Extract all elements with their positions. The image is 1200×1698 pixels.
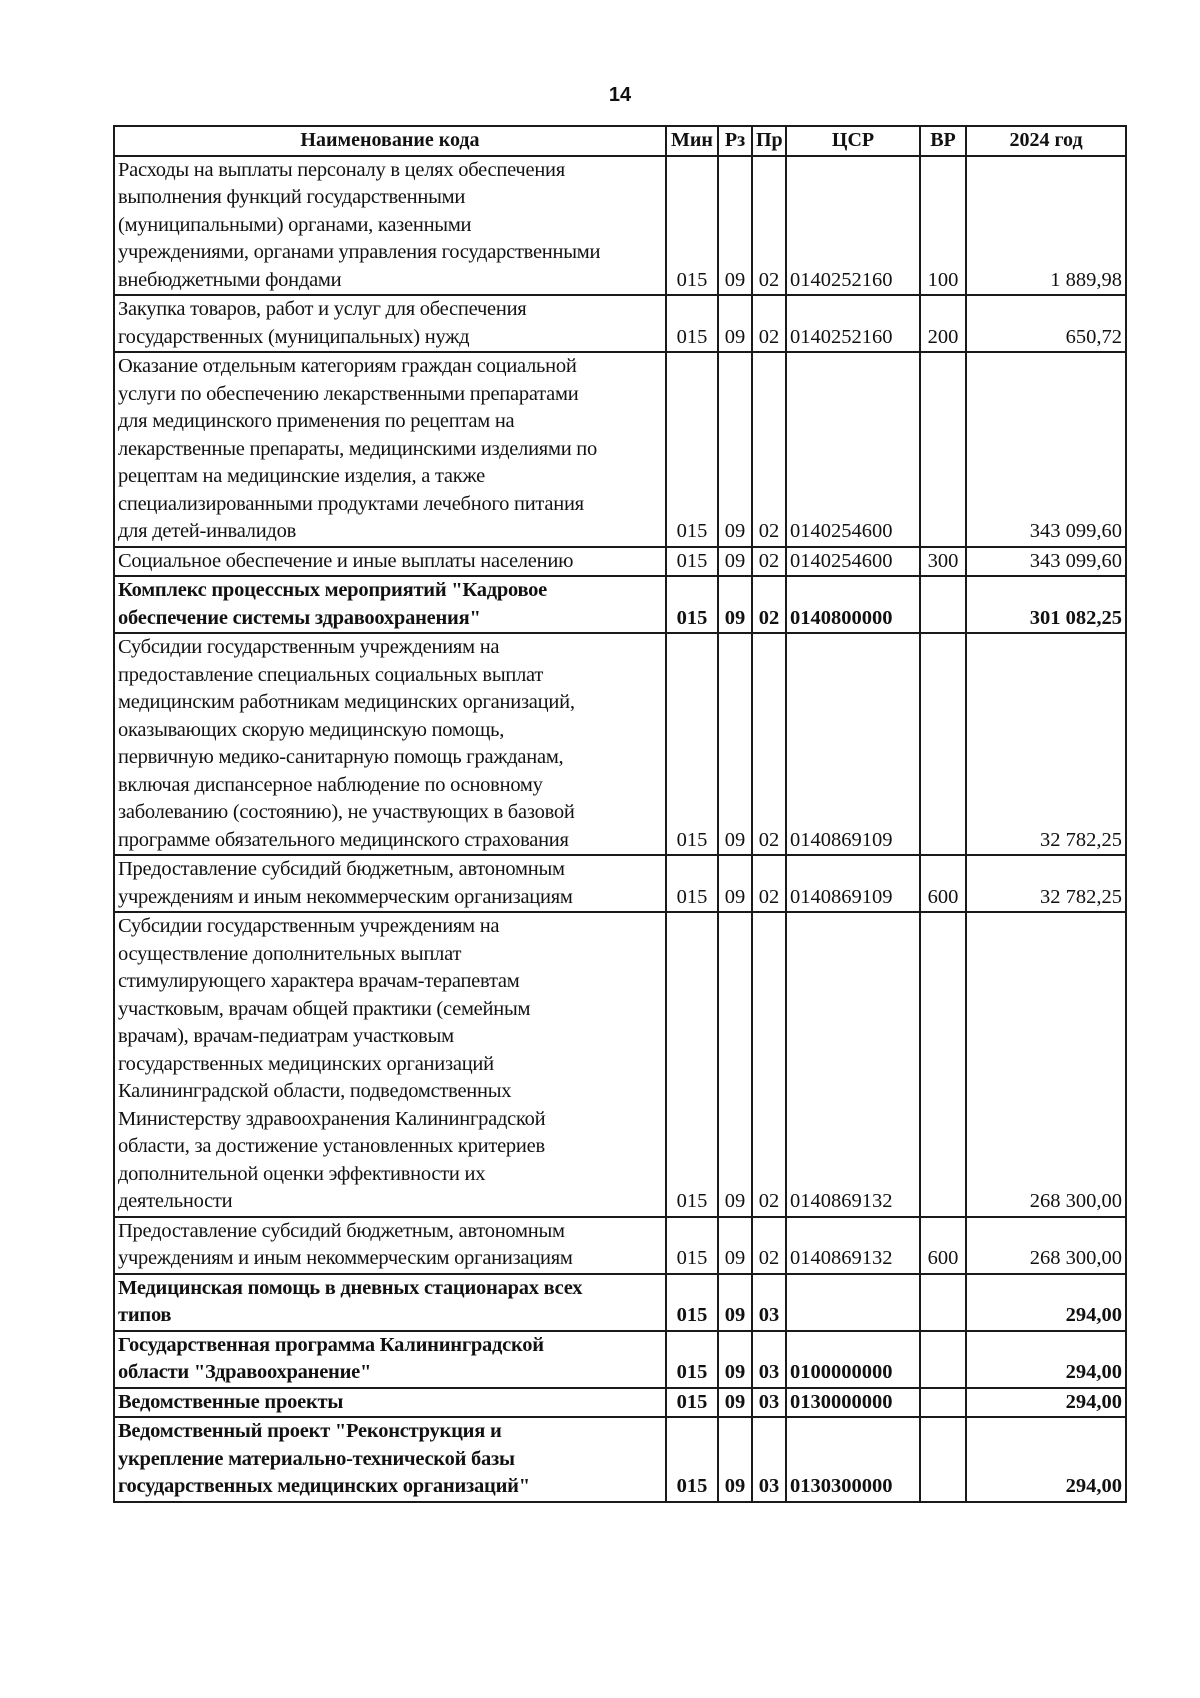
row-rz: 09 — [718, 1274, 752, 1331]
budget-table — [113, 125, 1127, 1503]
row-name: Оказание отдельным категориям граждан социальной услуги по обеспечению лекарственными препаратами для медицинского применения по рецептам на лекарственные препараты, медицинскими изделиями по рецептам на медицинские изделия, а также специализированными продуктами лечебного питания для детей-инвалидов — [114, 352, 666, 547]
row-csr: 0140800000 — [786, 576, 920, 633]
table-row — [114, 1217, 1126, 1274]
row-name: Расходы на выплаты персоналу в целях обеспечения выполнения функций государственными (муниципальными) органами, казенными учреждениями, органами управления государственными внебюджетными фондами — [114, 156, 666, 296]
row-name: Ведомственные проекты — [114, 1388, 666, 1418]
row-min: 015 — [666, 576, 718, 633]
row-vr: 200 — [920, 295, 966, 352]
row-vr — [920, 1388, 966, 1418]
row-rz: 09 — [718, 633, 752, 855]
row-rz: 09 — [718, 912, 752, 1217]
row-rz: 09 — [718, 1417, 752, 1502]
row-csr: 0140254600 — [786, 352, 920, 547]
row-min: 015 — [666, 547, 718, 577]
row-pr: 02 — [752, 633, 786, 855]
row-min: 015 — [666, 855, 718, 912]
row-rz: 09 — [718, 1331, 752, 1388]
row-pr: 03 — [752, 1388, 786, 1418]
row-csr: 0130000000 — [786, 1388, 920, 1418]
row-name: Субсидии государственным учреждениям на осуществление дополнительных выплат стимулирующего характера врачам-терапевтам участковым, врачам общей практики (семейным врачам), врачам-педиатрам участковым государственных медицинских организаций Калининградской области, подведомственных Министерству здравоохранения Калининградской области, за достижение установленных критериев дополнительной оценки эффективности их деятельности — [114, 912, 666, 1217]
row-vr — [920, 1417, 966, 1502]
row-name: Предоставление субсидий бюджетным, автономным учреждениям и иным некоммерческим организациям — [114, 1217, 666, 1274]
header-pr: Пр — [752, 126, 786, 156]
table-row — [114, 352, 1126, 547]
row-csr: 0140252160 — [786, 156, 920, 296]
row-name: Государственная программа Калининградской области "Здравоохранение" — [114, 1331, 666, 1388]
row-vr — [920, 352, 966, 547]
row-rz: 09 — [718, 547, 752, 577]
row-min: 015 — [666, 1274, 718, 1331]
row-vr — [920, 1274, 966, 1331]
table-row — [114, 547, 1126, 577]
table-row — [114, 295, 1126, 352]
table-row — [114, 633, 1126, 855]
row-amount: 343 099,60 — [966, 547, 1126, 577]
row-amount: 32 782,25 — [966, 855, 1126, 912]
header-min: Мин — [666, 126, 718, 156]
row-vr: 100 — [920, 156, 966, 296]
row-min: 015 — [666, 156, 718, 296]
row-pr: 02 — [752, 295, 786, 352]
row-vr — [920, 633, 966, 855]
header-csr: ЦСР — [786, 126, 920, 156]
row-pr: 03 — [752, 1331, 786, 1388]
table-row — [114, 1274, 1126, 1331]
row-csr: 0140869109 — [786, 633, 920, 855]
row-min: 015 — [666, 912, 718, 1217]
row-name: Социальное обеспечение и иные выплаты населению — [114, 547, 666, 577]
row-csr: 0140254600 — [786, 547, 920, 577]
row-vr: 600 — [920, 855, 966, 912]
row-pr: 02 — [752, 352, 786, 547]
row-amount: 294,00 — [966, 1388, 1126, 1418]
row-rz: 09 — [718, 156, 752, 296]
row-name: Ведомственный проект "Реконструкция и укрепление материально-технической базы государственных медицинских организаций" — [114, 1417, 666, 1502]
row-amount: 32 782,25 — [966, 633, 1126, 855]
row-min: 015 — [666, 1417, 718, 1502]
table-header-row — [114, 126, 1126, 156]
row-rz: 09 — [718, 855, 752, 912]
row-vr — [920, 1331, 966, 1388]
row-amount: 268 300,00 — [966, 1217, 1126, 1274]
table-row — [114, 855, 1126, 912]
row-pr: 03 — [752, 1274, 786, 1331]
row-min: 015 — [666, 1331, 718, 1388]
row-rz: 09 — [718, 1388, 752, 1418]
row-vr: 300 — [920, 547, 966, 577]
row-rz: 09 — [718, 295, 752, 352]
row-csr: 0140869132 — [786, 912, 920, 1217]
row-amount: 294,00 — [966, 1331, 1126, 1388]
table-row — [114, 156, 1126, 296]
row-amount: 1 889,98 — [966, 156, 1126, 296]
row-pr: 02 — [752, 912, 786, 1217]
table-row — [114, 1417, 1126, 1502]
row-amount: 650,72 — [966, 295, 1126, 352]
row-name: Закупка товаров, работ и услуг для обеспечения государственных (муниципальных) нужд — [114, 295, 666, 352]
row-amount: 294,00 — [966, 1417, 1126, 1502]
table-row — [114, 912, 1126, 1217]
row-pr: 03 — [752, 1417, 786, 1502]
row-amount: 268 300,00 — [966, 912, 1126, 1217]
row-min: 015 — [666, 352, 718, 547]
row-min: 015 — [666, 1217, 718, 1274]
row-amount: 294,00 — [966, 1274, 1126, 1331]
row-pr: 02 — [752, 156, 786, 296]
row-csr: 0140252160 — [786, 295, 920, 352]
row-name: Медицинская помощь в дневных стационарах всех типов — [114, 1274, 666, 1331]
row-vr: 600 — [920, 1217, 966, 1274]
row-min: 015 — [666, 633, 718, 855]
header-rz: Рз — [718, 126, 752, 156]
row-pr: 02 — [752, 547, 786, 577]
row-min: 015 — [666, 1388, 718, 1418]
row-name: Предоставление субсидий бюджетным, автономным учреждениям и иным некоммерческим организациям — [114, 855, 666, 912]
row-vr — [920, 576, 966, 633]
row-pr: 02 — [752, 1217, 786, 1274]
row-amount: 301 082,25 — [966, 576, 1126, 633]
row-rz: 09 — [718, 1217, 752, 1274]
row-csr: 0140869132 — [786, 1217, 920, 1274]
table-row — [114, 1331, 1126, 1388]
row-csr: 0100000000 — [786, 1331, 920, 1388]
page-number: 14 — [608, 84, 632, 106]
row-rz: 09 — [718, 352, 752, 547]
header-name: Наименование кода — [114, 126, 666, 156]
row-csr: 0130300000 — [786, 1417, 920, 1502]
row-name: Комплекс процессных мероприятий "Кадровое обеспечение системы здравоохранения" — [114, 576, 666, 633]
row-min: 015 — [666, 295, 718, 352]
table-row — [114, 576, 1126, 633]
row-amount: 343 099,60 — [966, 352, 1126, 547]
row-name: Субсидии государственным учреждениям на предоставление специальных социальных выплат медицинским работникам медицинских организаций, оказывающих скорую медицинскую помощь, первичную медико-санитарную помощь гражданам, включая диспансерное наблюдение по основному заболеванию (состоянию), не участвующих в базовой программе обязательного медицинского страхования — [114, 633, 666, 855]
row-vr — [920, 912, 966, 1217]
header-vr: ВР — [920, 126, 966, 156]
row-rz: 09 — [718, 576, 752, 633]
table-row — [114, 1388, 1126, 1418]
header-year: 2024 год — [966, 126, 1126, 156]
row-csr — [786, 1274, 920, 1331]
row-pr: 02 — [752, 576, 786, 633]
row-csr: 0140869109 — [786, 855, 920, 912]
row-pr: 02 — [752, 855, 786, 912]
